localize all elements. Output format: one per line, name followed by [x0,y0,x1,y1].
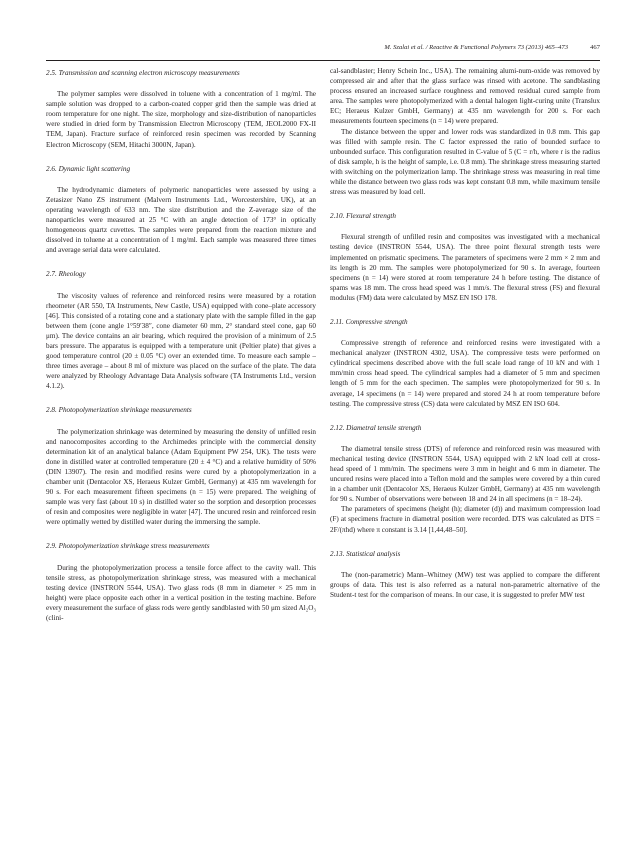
page-number: 467 [590,44,600,51]
paragraph: The (non-parametric) Mann–Whitney (MW) test was applied to compare the different groups of data. This test is also referred as a natural non-parametric alternative of the Student-t test for the comparison of means. In our case, it is suggested to prefer MW test [330,570,600,599]
section-title: 2.9. Photopolymerization shrinkage stress measurements [46,542,210,551]
section-title: 2.5. Transmission and scanning electron microscopy measurements [46,69,240,77]
paragraph: During the photopolymerization process a tensile force affect to the cavity wall. This tensile stress, as photopolymerization shrinkage stress, was measured with a mechanical testing device (INSTRON 5544, USA). Two glass rods (8 mm in diameter × 25 mm in height) were place opposite each other in a vertical position in the testing machine. Before every measurement the surface of glass rods were gently sandblasted with 50 μm sized Al₂O₃ (clini- [46,563,316,623]
section-title: 2.12. Diametral tensile strength [330,423,422,432]
paragraph: Compressive strength of reference and reinforced resins were investigated with a mechanical analyzer (INSTRON 4302, USA). The compressive tests were performed on cylindrical specimens described above with the full scale load range of 10 kN and with 1 mm/min cross head speed. The cylindrical samples had a diameter of 5 mm and specimen length of 5 mm for the each specimen. The samples were photopolymerized for 90 s. In average, 14 specimens (n = 14) were prepared and stored 24 h at room temperature before testing. The compressive stress (CS) data were calculated by MSZ EN ISO 604. [330,339,600,408]
paragraph: The polymer samples were dissolved in toluene with a concentration of 1 mg/ml. The sample solution was dropped to a carbon-coated copper grid then the sample was dried at room temperature for one night. The size, morphology and size-distribution of nanoparticles were studied in dried form by Transmission Electron Microscopy (TEM, JEOL2000 FX-II TEM, Japan). Fracture surface of reinforced resin specimen was recorded by Scanning Electron Microscopy (SEM, Hitachi 3000N, Japan). [46,90,316,149]
section-title: 2.10. Flexural strength [330,212,397,221]
paragraph: The viscosity values of reference and reinforced resins were measured by a rotation rheometer (AR 550, TA Instruments, New Castle, USA) equipped with cone–plate accessory [46]. This consisted of a rotating cone and a stationary plate with the sample filled in the gap between them (cone angle 1°59′38″, cone diameter 60 mm, 2° standard steel cone, gap 60 μm). The device contains an air bearing, which required the provision of a minimum of 2.5 bars pressure. The apparatus is equipped with a temperature unit (Peltier plate) that gives a good temperature control (20 ± 0.05 °C) over an extended time. To measure each sample – three times average – about 8 ml of mixture was placed on the surface of the plate. The data were analyzed by Rheology Advantage Data Analysis software (TA Instruments Ltd., version 4.1.2). [46,291,316,391]
section-title: 2.7. Rheology [46,270,86,279]
paragraph: The polymerization shrinkage was determined by measuring the density of unfilled resin and nanocomposites according to the Archimedes principle with the commercial density determination kit of an analytical balance (Adam Equipment PW 254, UK). The tests were done in distilled water at controlled temperature (20 ± 4 °C) and a relative humidity of 50% (DIN 13907). The resin and modified resins were cured by a photopolymerization in a chamber unit (Dentacolor XS, Heraeus Kulzer GmbH, Germany) at 435 nm wavelength for 90 s. For each measurement fifteen specimens (n = 15) were prepared. The weighing of sample was very fast (about 10 s) in distilled water so the sorption and desorption processes of resin and composites were negligible in water [47]. The uncured resin and reinforced resin were optimally wetted by distilled water during the immersing the sample. [46,427,316,527]
right-column [330,66,600,838]
section-title: 2.8. Photopolymerization shrinkage measurements [46,406,192,415]
header-rule [46,60,600,61]
paragraph: The diametral tensile stress (DTS) of reference and reinforced resin was measured with mechanical testing device (INSTRON 5544, USA) equipped with 2 kN load cell at cross-head speed of 1 mm/min. The specimens were 3 mm in height and 6 mm in diameter. The uncured resins were placed into a Teflon mold and the samples were covered by a thin cured in a chamber unit (Dentacolor XS, Heraeus Kulzer GmbH, Germany) at 435 nm wavelength for 90 s. Number of observations were between 18 and 24 in all specimens (n = 18–24). [330,444,600,504]
paragraph: cal-sandblaster; Henry Schein Inc., USA). The remaining alumi-num-oxide was removed by compressed air and after that the glass surface was rinsed with acetone. The sandblasting process ensured an increased surface roughness and removed residual cured sample from area. The samples were photopolymerized with a dental halogen light-curing unite (Translux EC; Heraeus Kulzer GmbH, Germany) at 435 nm wavelength for 200 s. For each measurements fourteen specimens (n = 14) were prepared. [330,67,600,126]
running-header [46,44,600,58]
section-title: 2.6. Dynamic light scattering [46,164,131,173]
paragraph: The distance between the upper and lower rods was standardized in 0.8 mm. This gap was filled with sample resin. The C factor expressed the ratio of bounded surface to unbounded surface. This configuration resulted in C-value of 5 (C = r/h, where r is the radius of disk sample, h is the height of sample, i.e. 0.8 mm). The shrinkage stress measuring started with switching on the polymerization lamp. The shrinkage stress was measuring in real time while the distance between two glass rods was kept constant 0.8 mm, while maximum tensile stress was measured by load cell. [330,127,600,197]
left-column [46,66,316,838]
section-title: 2.11. Compressive strength [330,317,408,326]
section-title: 2.13. Statistical analysis [330,549,401,558]
paragraph: The parameters of specimens (height (h); diameter (d)) and maximum compression load (F) at specimens fracture in diametral position were recorded. DTS was calculated as DTS = 2F/(πhd) where π constant is 3.14 [1,44,48–50]. [330,505,600,534]
journal-citation: M. Szalai et al. / Reactive & Functional Polymers 73 (2013) 465–473 [384,44,568,51]
paragraph: The hydrodynamic diameters of polymeric nanoparticles were assessed by using a Zetasizer Nano ZS instrument (Malvern Instruments Ltd., Worcestershire, UK), at an operating wavelength of 633 nm. The size distribution and the Z-average size of the nanoparticles were measured at 25 °C with an angle detection of 173° in optically homogeneous quartz cuvettes. The samples were prepared from the reaction mixture and dissolved in toluene at a concentration of 1 mg/ml. Each sample was measured three times and average serial data were calculated. [46,185,316,255]
paragraph: Flexural strength of unfilled resin and composites was investigated with a mechanical testing device (INSTRON 5544, USA). The three point flexural strength tests were implemented on prismatic specimens. The parameters of specimens were 2 mm × 2 mm and its length is 20 mm. The samples were photopolymerized for 90 s. In average, fourteen specimens (n = 14) were stored at room temperature 24 h before testing. The distance of spams was 18 mm. The cross head speed was 1 mm/s. The flexural stress (FS) and flexural modulus (FM) data were calculated by MSZ EN ISO 178. [330,233,600,302]
